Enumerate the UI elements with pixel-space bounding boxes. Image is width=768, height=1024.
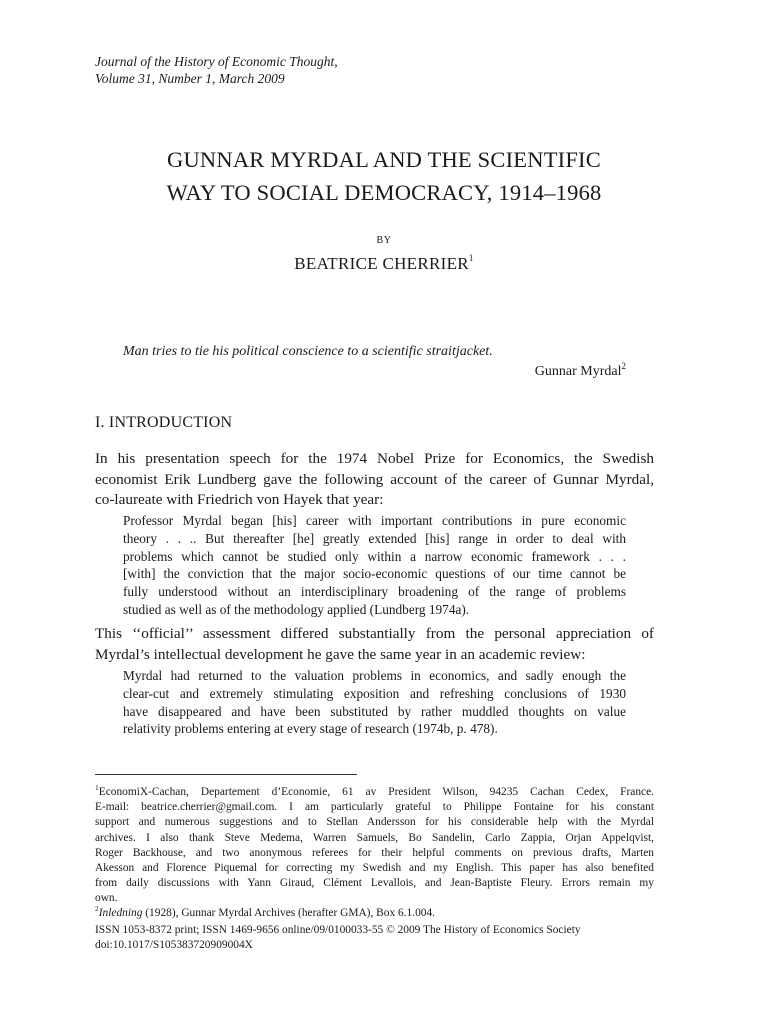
issn-block — [95, 923, 581, 953]
footnote-1-line-text: EconomiX-Cachan, Departement d’Economie, 61 av President Wilson, 94235 Cachan Cedex, France. — [98, 786, 654, 798]
journal-volume: Volume 31, Number 1, March 2009 — [95, 71, 285, 86]
paragraph-line: In his presentation speech for the 1974 Nobel Prize for Economics, the Swedish — [95, 450, 654, 467]
paragraph-line: economist Erik Lundberg gave the following account of the career of Gunnar Myrdal, — [95, 470, 654, 488]
footnote-2-italic-title: Inledning — [98, 907, 143, 919]
epigraph-quote: Man tries to tie his political conscience to a scientific straitjacket. — [123, 344, 493, 359]
author-name — [0, 253, 768, 274]
doi-line[interactable]: doi:10.1017/S105383720909004X — [95, 939, 253, 952]
article-title-line-1: GUNNAR MYRDAL AND THE SCIENTIFIC — [167, 147, 601, 172]
quote-line: [with] the conviction that the major socio-economic questions of our time cannot be — [123, 566, 626, 582]
quote-line: studied as well as of the methodology applied (Lundberg 1974a). — [123, 601, 470, 617]
quote-line: fully understood without an interdisciplinary broadening of the range of problems — [123, 584, 626, 600]
journal-name: Journal of the History of Economic Thought, — [95, 54, 338, 69]
footnote-1 — [95, 780, 654, 907]
block-quote-2 — [123, 667, 626, 738]
footnote-line — [95, 901, 654, 921]
footnote-line: Roger Backhouse, and two anonymous referees for their helpful comments on previous drafts, Marten — [95, 846, 654, 859]
article-title-line-2: WAY TO SOCIAL DEMOCRACY, 1914–1968 — [166, 180, 602, 205]
block-quote-1 — [123, 512, 626, 619]
issn-line: ISSN 1053-8372 print; ISSN 1469-9656 online/09/0100033-55 © 2009 The History of Economics Society — [95, 924, 581, 936]
author-name-text: BEATRICE CHERRIER — [294, 254, 469, 273]
footnote-2-text: (1928), Gunnar Myrdal Archives (herafter GMA), Box 6.1.004. — [142, 907, 436, 919]
quote-line: relativity problems entering at every stage of research (1974b, p. 478). — [123, 721, 498, 737]
quote-line: problems which cannot be studied only within a narrow economic framework . . . — [123, 548, 626, 564]
footnote-line: archives. I also thank Steve Medema, Warren Samuels, Bo Sandelin, Carlo Zappia, Orjan Appelqvist, — [95, 831, 654, 844]
paragraph-line: co-laureate with Friedrich von Hayek that year: — [95, 491, 384, 508]
paragraph-1 — [95, 449, 654, 511]
epigraph-attribution-name: Gunnar Myrdal — [534, 364, 622, 379]
paragraph-line: This ‘‘official’’ assessment differed substantially from the personal appreciation of — [95, 625, 654, 642]
quote-line: have disappeared and have been substituted by rather muddled thoughts on value — [123, 703, 626, 719]
footnote-line: E-mail: beatrice.cherrier@gmail.com. I am particularly grateful to Philippe Fontaine for his constant — [95, 801, 654, 814]
author-footnote-marker[interactable]: 1 — [468, 253, 474, 263]
footnote-1-marker: 1 — [95, 783, 99, 792]
footnote-line: support and numerous suggestions and to Stellan Andersson for his considerable help with the Myrdal — [95, 816, 654, 829]
footnote-line: from daily discussions with Yann Giraud, Clément Levallois, and Jean-Baptiste Fleury. Errors remain my — [95, 877, 654, 890]
footnote-2 — [95, 901, 654, 921]
journal-citation — [95, 53, 338, 87]
paragraph-2 — [95, 624, 654, 665]
footnote-divider — [95, 774, 357, 775]
footnote-line: Akesson and Florence Piquemal for correcting my Swedish and my English. This paper has also benefited — [95, 862, 654, 875]
footnote-line: own. — [95, 892, 118, 905]
footnote-line — [95, 780, 654, 800]
footnote-2-marker: 2 — [95, 904, 99, 913]
epigraph-footnote-marker[interactable]: 2 — [621, 361, 626, 371]
quote-line: Myrdal had returned to the valuation problems in economics, and sadly enough the — [123, 668, 626, 683]
section-heading-introduction: I. INTRODUCTION — [95, 414, 233, 431]
byline-by: BY — [376, 235, 392, 246]
quote-line: Professor Myrdal began [his] career with important contributions in pure economic — [123, 513, 626, 528]
paragraph-line: Myrdal’s intellectual development he gave the same year in an academic review: — [95, 645, 586, 663]
quote-line: theory . . .. But thereafter [he] greatly extended [his] range in order to deal with — [123, 530, 626, 546]
epigraph-attribution — [535, 361, 626, 380]
quote-line: clear-cut and extremely stimulating exposition and refreshing conclusions of 1930 — [123, 685, 626, 701]
